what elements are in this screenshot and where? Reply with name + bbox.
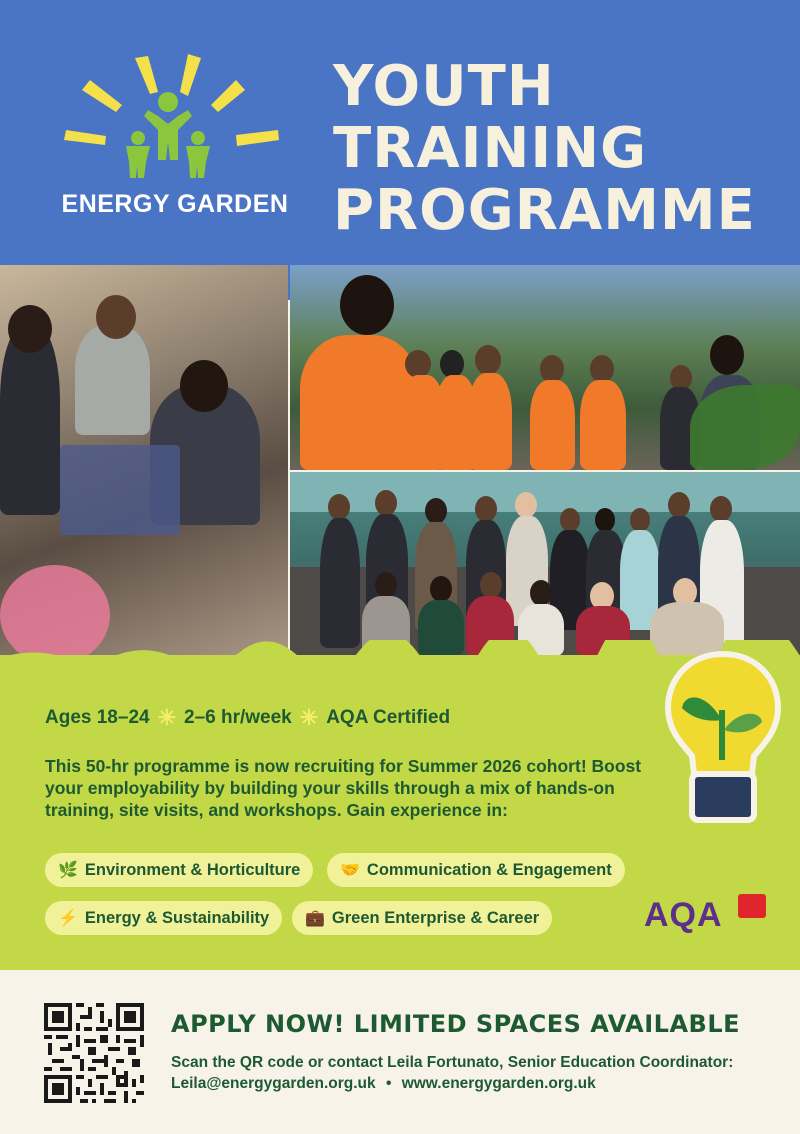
- title-line-1: YOUTH: [333, 54, 555, 119]
- separator-dot: •: [385, 1075, 392, 1092]
- hours-stat: 2–6 hr/week: [184, 707, 292, 728]
- energy-garden-logo: [60, 50, 290, 230]
- handshake-icon: 🤝: [340, 862, 360, 879]
- sparkle-icon: ✳: [299, 705, 319, 730]
- topic-energy: [45, 901, 282, 935]
- qr-code[interactable]: [44, 1003, 144, 1103]
- topic-label: Energy & Sustainability: [84, 908, 270, 927]
- lightbulb-plant-icon: [664, 650, 782, 830]
- page-title: [333, 56, 773, 242]
- topic-label: Environment & Horticulture: [84, 860, 301, 879]
- header-banner: [0, 0, 800, 300]
- cert-stat: AQA Certified: [326, 707, 451, 728]
- programme-stats: [45, 705, 450, 731]
- photo-collage: [0, 265, 800, 685]
- topic-enterprise: [292, 901, 552, 935]
- brand-name: ENERGY GARDEN: [61, 190, 289, 218]
- contact-info: [171, 1052, 733, 1094]
- topic-label: Communication & Engagement: [366, 860, 612, 879]
- sunburst-people-icon: [60, 50, 290, 190]
- website-link[interactable]: www.energygarden.org.uk: [401, 1075, 596, 1092]
- topic-communication: [327, 853, 625, 887]
- lightning-icon: ⚡: [58, 910, 78, 927]
- briefcase-icon: 💼: [305, 910, 325, 927]
- topic-environment: [45, 853, 313, 887]
- title-line-2: TRAINING: [333, 116, 648, 181]
- leaf-icon: 🌿: [58, 862, 78, 879]
- photo-site-visit: [290, 265, 800, 470]
- contact-links: [171, 1073, 733, 1094]
- photo-workshop: [0, 265, 288, 665]
- email-link[interactable]: Leila@energygarden.org.uk: [171, 1075, 376, 1092]
- aqa-logo: AQA: [644, 896, 723, 934]
- aqa-mark-icon: [738, 894, 766, 918]
- apply-headline: APPLY NOW! LIMITED SPACES AVAILABLE: [171, 1010, 741, 1038]
- topic-label: Green Enterprise & Career: [331, 908, 540, 927]
- ages-stat: Ages 18–24: [45, 707, 150, 728]
- contact-line: Scan the QR code or contact Leila Fortunato, Senior Education Coordinator:: [171, 1054, 734, 1071]
- photo-group: [290, 472, 800, 667]
- programme-description: This 50-hr programme is now recruiting for Summer 2026 cohort! Boost your employability by building your skills through a mix of hands-on training, site visits, and workshops. Gain experience in:: [45, 756, 642, 820]
- sparkle-icon: ✳: [157, 705, 177, 730]
- title-line-3: PROGRAMME: [333, 178, 756, 243]
